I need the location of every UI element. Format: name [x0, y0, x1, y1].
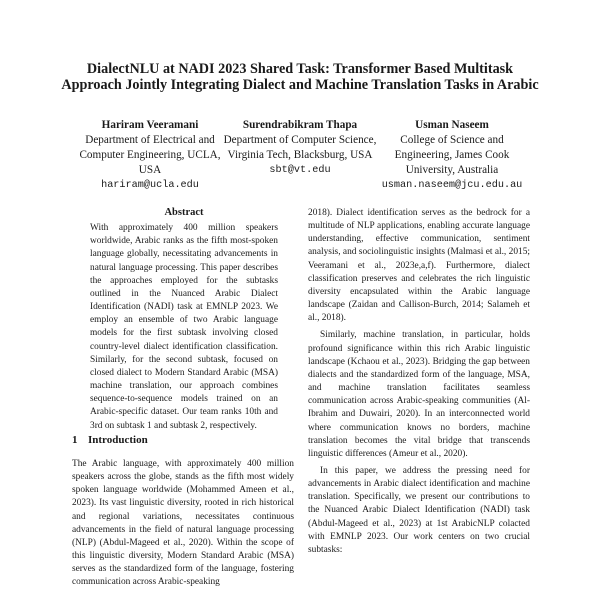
section-title: Introduction — [88, 434, 148, 446]
right-paragraph-3: In this paper, we address the pressing need for advancements in Arabic dialect identification and machine translation. Specifically, we present our contributions to the Nuanced Arabic Dialect Identification (NADI) task (Abdul-Mageed et al., 2023) at 1st ArabicNLP colacted with EMNLP 2023. Our work centers on two crucial subtasks: — [308, 465, 530, 555]
author-affiliation: Department of Computer Science, Virginia Tech, Blacksburg, USA — [223, 134, 377, 161]
author-1 — [70, 118, 230, 193]
section-number: 1 — [72, 434, 78, 446]
author-name: Usman Naseem — [415, 119, 489, 131]
right-paragraph-2: Similarly, machine translation, in particular, holds profound significance within this rich Arabic linguistic landscape (Kchaou et al., 2023). Bridging the gap between dialects and the standardized form of the language, MSA, and machine translation facilitates seamless communication across Arabic-speaking communities (Al-Ibrahim and Duwairi, 2020). In an interconnected world where communication knows no borders, machine translation becomes the vital bridge that transcends linguistic differences (Ameur et al., 2020). — [308, 330, 530, 459]
right-column — [308, 207, 530, 557]
author-2 — [220, 118, 380, 178]
author-email[interactable]: hariram@ucla.edu — [101, 180, 199, 191]
abstract-section — [90, 206, 278, 433]
author-affiliation: Department of Electrical and Computer Engineering, UCLA, USA — [79, 134, 221, 176]
author-3 — [372, 118, 532, 193]
abstract-text: With approximately 400 million speakers worldwide, Arabic ranks as the fifth most-spoken language globally, necessitating advancements in natural language processing. This paper describes the approaches employed for the subtasks outlined in the Nuanced Arabic Dialect Identification (NADI) task at EMNLP 2023. We employ an ensemble of two Arabic language models for the first subtask involving closed country-level dialect identification classification. Similarly, for the second subtask, focused on closed dialect to Modern Standard Arabic (MSA) machine translation, our approach combines sequence-to-sequence models trained on an Arabic-specific dataset. Our team ranks 10th and 3rd on subtask 1 and subtask 2, respectively. — [90, 223, 278, 431]
introduction-text: The Arabic language, with approximately 400 million speakers across the globe, stands as the fifth most widely spoken language worldwide (Mohammed Ameen et al., 2023). Its vast linguistic diversity, rooted in rich historical and regional variations, necessitates continuous advancements in the field of natural language processing (NLP) (Abdul-Mageed et al., 2020). Within the scope of this linguistic diversity, Modern Standard Arabic (MSA) serves as the standardized form of the language, fostering communication across Arabic-speaking — [72, 459, 294, 588]
author-affiliation: College of Science and Engineering, James Cook University, Australia — [394, 134, 510, 176]
author-email[interactable]: usman.naseem@jcu.edu.au — [381, 180, 523, 191]
introduction-section — [72, 458, 294, 590]
author-name: Hariram Veeramani — [101, 119, 199, 131]
author-email[interactable]: sbt@vt.edu — [269, 165, 331, 176]
author-name: Surendrabikram Thapa — [242, 119, 358, 131]
abstract-heading: Abstract — [164, 207, 204, 218]
right-paragraph-1: 2018). Dialect identification serves as the bedrock for a multitude of NLP applications, enabling accurate language understanding, effective communication, sentiment analysis, and sociolinguistic insights (Malmasi et al., 2015; Veeramani et al., 2023e,a,f). Furthermore, dialect classification preserves and celebrates the rich linguistic diversity encapsulated within the Arabic language landscape (Zaidan and Callison-Burch, 2014; Salameh et al., 2018). — [308, 208, 530, 324]
paper-title: DialectNLU at NADI 2023 Shared Task: Transformer Based Multitask Approach Jointly Integrating Dialect and Machine Translation Tasks in Arabic — [61, 61, 539, 93]
introduction-heading — [72, 434, 148, 446]
